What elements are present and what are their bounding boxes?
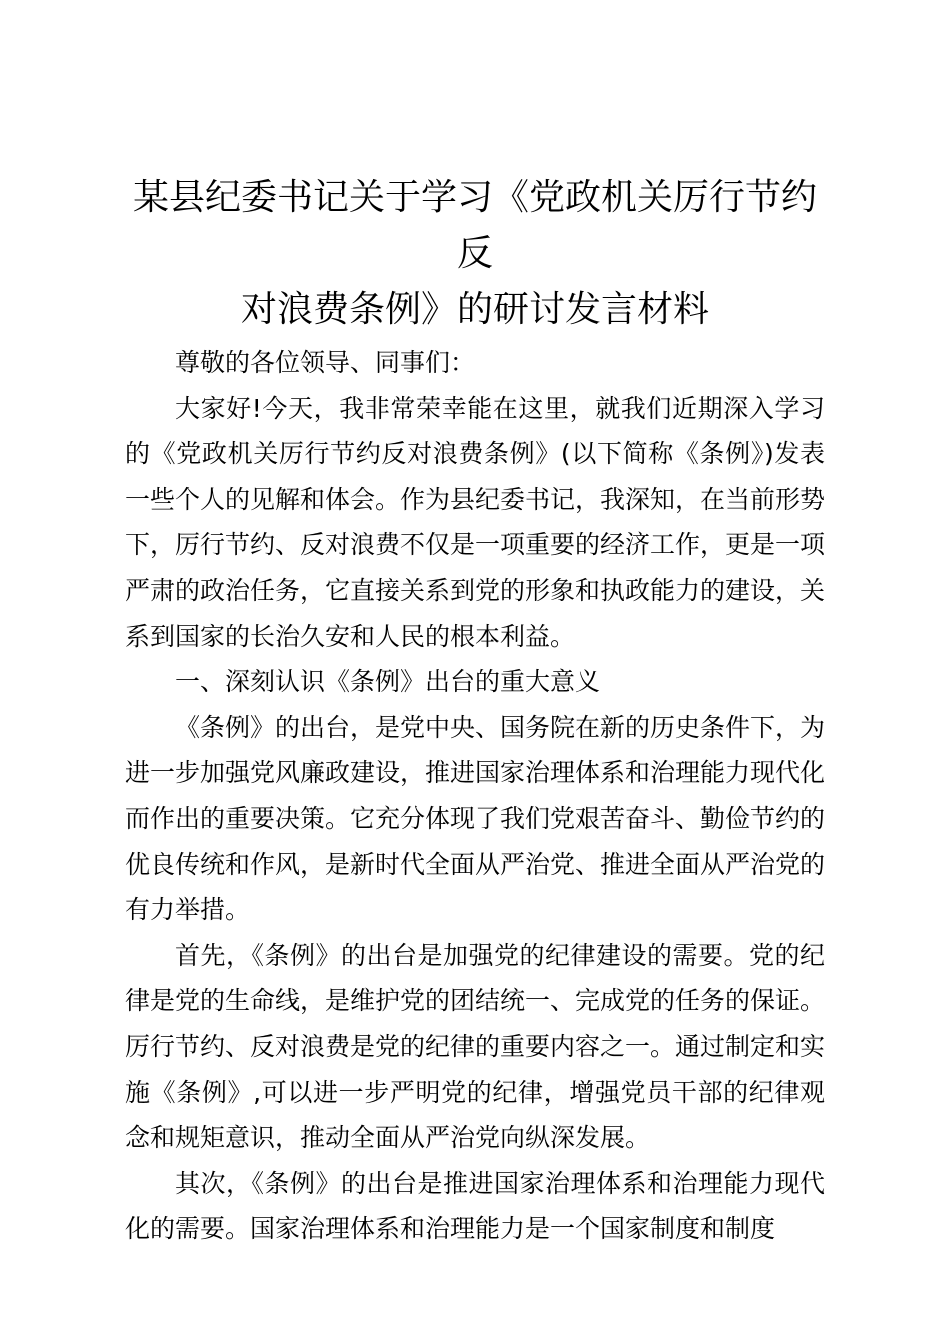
paragraph-significance: 《条例》的出台，是党中央、国务院在新的历史条件下，为进一步加强党风廉政建设，推进国家治理体系和治理能力现代化而作出的重要决策。它充分体现了我们党艰苦奋斗、勤俭节约的优良传统和作风，是新时代全面从严治党、推进全面从严治党的有力举措。 [125,712,826,925]
greeting: 尊敬的各位领导、同事们： [175,348,476,377]
paragraph-first: 首先，《条例》的出台是加强党的纪律建设的需要。党的纪律是党的生命线，是维护党的团结统一、完成党的任务的保证。厉行节约、反对浪费是党的纪律的重要内容之一。通过制定和实施《条例》,可以进一步严明党的纪律，增强党员干部的纪律观念和规矩意识，推动全面从严治党向纵深发展。 [125,940,826,1153]
title-line-1: 某县纪委书记关于学习《党政机关厉行节约反 [132,177,817,274]
paragraph-second: 其次，《条例》的出台是推进国家治理体系和治理能力现代化的需要。国家治理体系和治理能力是一个国家制度和制度 [125,1168,825,1244]
document-page [125,170,825,1252]
paragraph-intro: 大家好!今天，我非常荣幸能在这里，就我们近期深入学习的《党政机关厉行节约反对浪费条例》(以下简称《条例》)发表一些个人的见解和体会。作为县纪委书记，我深知，在当前形势下，厉行节约、反对浪费不仅是一项重要的经济工作，更是一项严肃的政治任务，它直接关系到党的形象和执政能力的建设，关系到国家的长治久安和人民的根本利益。 [125,393,826,651]
title-line-2: 对浪费条例》的研讨发言材料 [240,289,709,330]
document-title [125,170,825,338]
section-heading-1: 一、深刻认识《条例》出台的重大意义 [175,667,601,697]
